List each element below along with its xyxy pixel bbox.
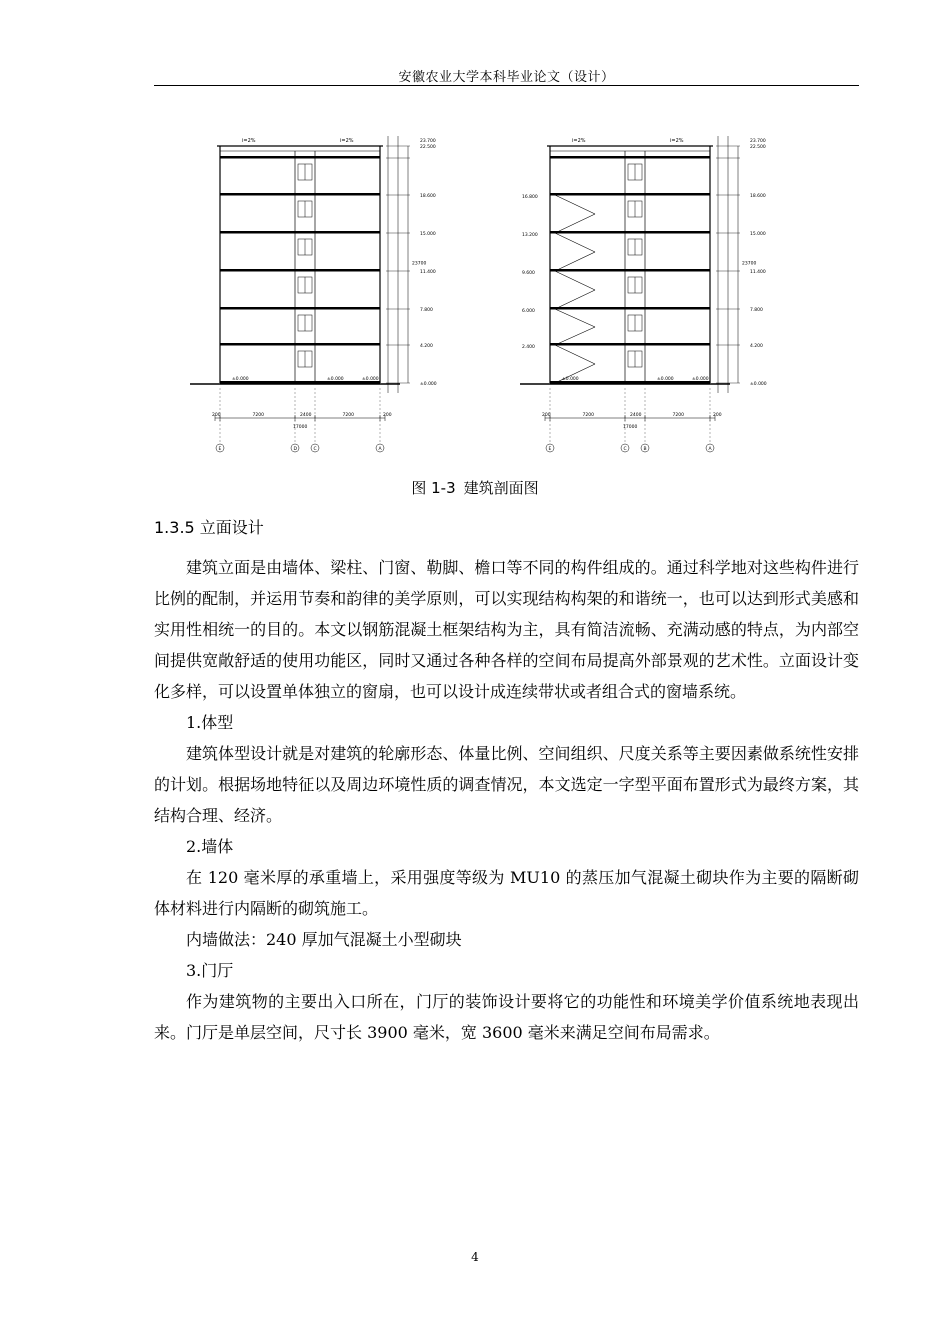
header-divider [154,85,859,86]
floor-level-label: ±0.000 [562,377,579,382]
dimension-label: 7200 [252,413,264,418]
floor-level-label: ±0.000 [232,377,249,382]
elevation-label: 15.000 [750,232,766,237]
landing-elevation: 13.200 [522,233,538,238]
page-number: 4 [471,1250,479,1264]
elevation-label: 7.800 [420,308,433,313]
floor-slab [550,156,710,159]
subheading: 2.墙体 [186,837,234,856]
stair-flight [555,327,595,345]
elevation-label: 15.000 [420,232,436,237]
axis-label: A [378,447,382,452]
stair-flight [555,271,595,290]
axis-label: D [293,447,297,452]
section-heading: 1.3.5 立面设计 [154,518,264,537]
floor-slab [220,343,380,346]
dimension-label: 200 [383,413,392,418]
landing-elevation: 6.000 [522,309,535,314]
dimension-label: 2400 [300,413,312,418]
dimension-label: 200 [542,413,551,418]
stair-flight [555,252,595,271]
paragraph: 建筑立面是由墙体、梁柱、门窗、勒脚、檐口等不同的构件组成的。通过科学地对这些构件进行比例的配制，并运用节奏和韵律的美学原则，可以实现结构构架的和谐统一，也可以达到形式美感和实用性相统一的目的。本文以钢筋混凝土框架结构为主，具有简洁流畅、充满动感的特点，为内部空间提供宽敞舒适的使用功能区，同时又通过各种各样的空间布局提高外部景观的艺术性。立面设计变化多样，可以设置单体独立的窗扇，也可以设计成连续带状或者组合式的窗墙系统。 [154,558,859,701]
elevation-label: 18.600 [420,194,436,199]
axis-label: E [218,447,222,452]
axis-label: C [313,447,317,452]
roof-slope-label: i=2% [670,138,684,144]
floor-slab [220,269,380,272]
stair-flight [555,214,595,233]
floor-level-label: ±0.000 [362,377,379,382]
floor-slab [220,193,380,196]
elevation-label: 4.200 [750,344,763,349]
elevation-label: 4.200 [420,344,433,349]
elevation-label: 18.600 [750,194,766,199]
figure-caption [0,477,950,498]
roof-slope-label: i=2% [572,138,586,144]
paragraph: 内墙做法：240 厚加气混凝土小型砌块 [186,930,462,949]
subheading: 3.门厅 [186,961,234,980]
dimension-label: 200 [212,413,221,418]
elevation-label: 7.800 [750,308,763,313]
dimension-label: 2400 [630,413,642,418]
stair-flight [555,195,595,214]
floor-level-label: ±0.000 [692,377,709,382]
dimension-label: 200 [713,413,722,418]
total-height-label: 23700 [412,261,427,267]
axis-label: A [708,447,712,452]
dimension-label: 7200 [582,413,594,418]
floor-level-label: ±0.000 [327,377,344,382]
subheading: 1.体型 [186,713,234,732]
section-drawing-right [520,136,767,452]
elevation-label: 11.400 [420,270,436,275]
page-header: 安徽农业大学本科毕业论文（设计） [398,70,615,85]
roof-slope-label: i=2% [242,138,256,144]
elevation-label: 23.700 [420,139,436,144]
axis-label: E [548,447,552,452]
floor-slab [550,343,710,346]
elevation-label: 23.700 [750,139,766,144]
roof-slope-label: i=2% [340,138,354,144]
elevation-label: 11.400 [750,270,766,275]
dimension-label: 7200 [672,413,684,418]
paragraph: 在 120 毫米厚的承重墙上，采用强度等级为 MU10 的蒸压加气混凝土砌块作为主要的隔断砌体材料进行内隔断的砌筑施工。 [154,868,859,918]
floor-slab [550,307,710,310]
elevation-label: 22.500 [420,145,436,150]
floor-slab [220,231,380,234]
figure-title: 建筑剖面图 [463,479,539,497]
elevation-label: 22.500 [750,145,766,150]
total-dimension-label: 17000 [293,425,308,430]
dimension-label: 7200 [342,413,354,418]
floor-slab [550,269,710,272]
figure-number: 图 1-3 [411,479,456,497]
elevation-label: ±0.000 [750,382,767,387]
axis-label: B [643,447,647,452]
total-height-label: 23700 [742,261,757,267]
floor-slab [550,193,710,196]
floor-slab [550,231,710,234]
stair-flight [555,345,595,364]
landing-elevation: 2.400 [522,345,535,350]
elevation-label: ±0.000 [420,382,437,387]
stair-flight [555,290,595,309]
section-drawing-left [190,136,437,452]
total-dimension-label: 17000 [623,425,638,430]
body-text [154,552,859,1048]
paragraph: 建筑体型设计就是对建筑的轮廓形态、体量比例、空间组织、尺度关系等主要因素做系统性安排的计划。根据场地特征以及周边环境性质的调查情况，本文选定一字型平面布置形式为最终方案，其结构合理、经济。 [154,744,859,825]
paragraph: 作为建筑物的主要出入口所在，门厅的装饰设计要将它的功能性和环境美学价值系统地表现出来。门厅是单层空间，尺寸长 3900 毫米，宽 3600 毫米来满足空间布局需求。 [154,992,859,1042]
landing-elevation: 9.600 [522,271,535,276]
stair-flight [555,233,595,252]
section-drawings [190,118,810,463]
floor-level-label: ±0.000 [657,377,674,382]
floor-slab [220,307,380,310]
stair-flight [555,309,595,327]
axis-label: C [623,447,627,452]
landing-elevation: 16.800 [522,195,538,200]
floor-slab [220,156,380,159]
